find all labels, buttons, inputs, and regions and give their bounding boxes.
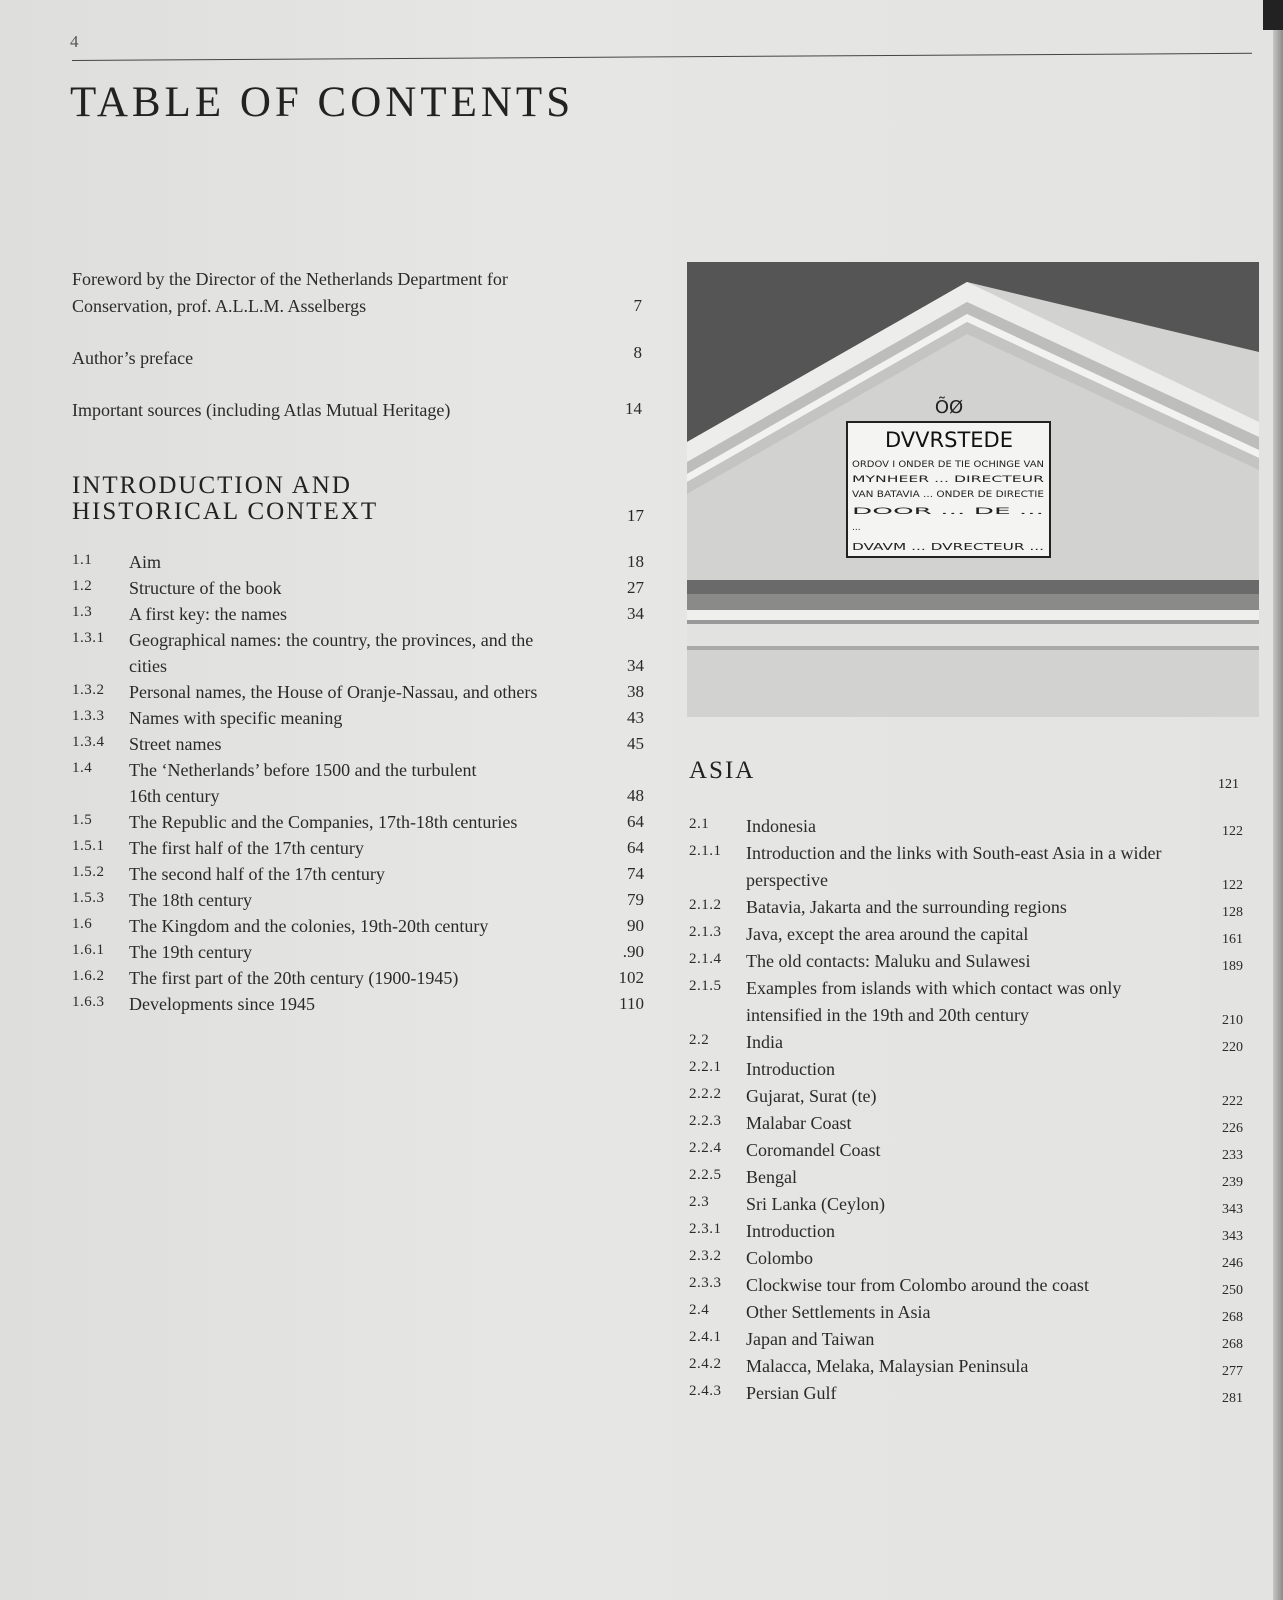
toc-entry-page: 343 <box>1222 1202 1243 1217</box>
toc-entry-page: 250 <box>1222 1283 1243 1298</box>
front-matter-item-preface <box>72 345 642 372</box>
section-page: 17 <box>627 506 644 525</box>
toc-entry-number: 2.2.2 <box>689 1086 722 1102</box>
section-heading-line: HISTORICAL CONTEXT <box>72 498 379 525</box>
toc-entry-page: 239 <box>1222 1175 1243 1190</box>
front-matter-label: Important sources (including Atlas Mutual Heritage) <box>72 400 451 420</box>
toc-entry-page: .90 <box>622 942 644 961</box>
toc-entry-number: 2.4.3 <box>689 1383 722 1399</box>
toc-entry-label: The Kingdom and the colonies, 19th-20th century <box>129 916 489 936</box>
front-matter-item-sources <box>72 397 642 424</box>
toc-entry-label: Examples from islands with which contact was only <box>746 978 1122 998</box>
toc-entry-label-continued: intensified in the 19th and 20th century <box>746 1005 1029 1025</box>
page-title: TABLE OF CONTENTS <box>70 79 575 126</box>
section-heading-line: ASIA <box>689 757 756 784</box>
toc-entry-label: Personal names, the House of Oranje-Nassau, and others <box>129 682 538 702</box>
front-matter-page: 14 <box>625 399 642 418</box>
toc-entry-number: 2.1.2 <box>689 897 722 913</box>
toc-entry-page: 74 <box>627 864 644 883</box>
toc-entry-page: 48 <box>627 786 644 805</box>
page-number: 4 <box>70 32 79 51</box>
toc-entry-label: The first half of the 17th century <box>129 838 364 858</box>
front-matter-page: 8 <box>633 343 642 362</box>
svg-text:ÕØ: ÕØ <box>934 397 964 418</box>
toc-entry-page: 34 <box>627 656 644 675</box>
toc-entry-label: The old contacts: Maluku and Sulawesi <box>746 951 1031 971</box>
toc-entry-number: 2.3 <box>689 1194 710 1210</box>
toc-entry-label: Colombo <box>746 1248 814 1268</box>
front-matter-page: 7 <box>633 296 642 315</box>
toc-entry-number: 1.5.3 <box>72 890 105 906</box>
toc-entry-number: 2.3.3 <box>689 1275 722 1291</box>
toc-entry-label: Clockwise tour from Colombo around the coast <box>746 1275 1089 1295</box>
toc-entry-number: 1.1 <box>72 552 93 568</box>
toc-entry-page: 34 <box>627 604 644 623</box>
toc-entry-label: Indonesia <box>746 816 816 836</box>
toc-entry-page: 210 <box>1222 1013 1243 1028</box>
toc-entry-label: Street names <box>129 734 222 754</box>
toc-entry-label: The 19th century <box>129 942 252 962</box>
toc-entry-label: Batavia, Jakarta and the surrounding regions <box>746 897 1067 917</box>
toc-entry-number: 1.3.4 <box>72 734 105 750</box>
header-rule <box>72 53 1252 61</box>
toc-entry-label: Gujarat, Surat (te) <box>746 1086 877 1106</box>
toc-entry-label: The second half of the 17th century <box>129 864 385 884</box>
toc-entry-number: 2.2.5 <box>689 1167 722 1183</box>
front-matter-item-foreword <box>72 266 642 320</box>
section-heading-asia <box>689 757 1269 792</box>
toc-entry-number: 1.3 <box>72 604 93 620</box>
toc-entry-number: 2.4.1 <box>689 1329 722 1345</box>
toc-entry-number: 2.4 <box>689 1302 710 1318</box>
toc-entry-label: Coromandel Coast <box>746 1140 881 1160</box>
toc-entry-label: Java, except the area around the capital <box>746 924 1029 944</box>
toc-entry-number: 1.2 <box>72 578 93 594</box>
toc-entry-label: Other Settlements in Asia <box>746 1302 931 1322</box>
toc-entry-number: 2.4.2 <box>689 1356 722 1372</box>
plaque-line: ... <box>852 523 861 533</box>
toc-entry-page: 45 <box>627 734 644 753</box>
toc-entry-number: 1.3.3 <box>72 708 105 724</box>
toc-entry-page: 189 <box>1222 959 1243 974</box>
toc-entry-page: 122 <box>1222 878 1243 893</box>
toc-entry-number: 2.2.4 <box>689 1140 722 1156</box>
toc-entry-number: 2.1.1 <box>689 843 722 859</box>
pediment-illustration <box>687 262 1259 717</box>
toc-entry-label: Malacca, Melaka, Malaysian Peninsula <box>746 1356 1029 1376</box>
toc-entry-number: 2.2.1 <box>689 1059 722 1075</box>
toc-entry-number: 1.6.2 <box>72 968 105 984</box>
plaque-line: ORDOV I ONDER DE TIE OCHINGE VAN <box>852 460 1044 470</box>
toc-entry-label: The first part of the 20th century (1900-1945) <box>129 968 459 988</box>
toc-entry-label: Sri Lanka (Ceylon) <box>746 1194 885 1214</box>
toc-entry-page: 220 <box>1222 1040 1243 1055</box>
toc-entry-label: Names with specific meaning <box>129 708 343 728</box>
toc-entry-number: 2.3.1 <box>689 1221 722 1237</box>
toc-entry-number: 1.4 <box>72 760 93 776</box>
toc-entry-page: 226 <box>1222 1121 1243 1136</box>
toc-entry-number: 2.1 <box>689 816 710 832</box>
toc-entry-label: Structure of the book <box>129 578 282 598</box>
toc-entry-page: 128 <box>1222 905 1243 920</box>
toc-entry-label: Japan and Taiwan <box>746 1329 875 1349</box>
toc-entry-page: 79 <box>627 890 644 909</box>
toc-entry-page: 18 <box>627 552 644 571</box>
toc-entry-page: 90 <box>627 916 644 935</box>
toc-entry-number: 1.3.2 <box>72 682 105 698</box>
toc-entry-label: India <box>746 1032 783 1052</box>
toc-entry-number: 2.1.4 <box>689 951 722 967</box>
toc-entry-page: 268 <box>1222 1310 1243 1325</box>
toc-entry-label: Malabar Coast <box>746 1113 852 1133</box>
toc-entry-label: The Republic and the Companies, 17th-18th centuries <box>129 812 518 832</box>
toc-entry-page: 27 <box>627 578 644 597</box>
toc-entry-page: 110 <box>619 994 644 1013</box>
plaque-line: DOOR ... DE ... <box>852 507 1044 517</box>
toc-entry-number: 1.5.2 <box>72 864 105 880</box>
toc-entry-page: 38 <box>627 682 644 701</box>
toc-entry-number: 1.6 <box>72 916 93 932</box>
section-page: 121 <box>1218 777 1239 792</box>
toc-entry-label: Aim <box>129 552 162 572</box>
toc-entry-page: 281 <box>1222 1391 1243 1406</box>
front-matter-label: Foreword by the Director of the Netherlands Department for Conservation, prof. A.L.L.M. Asselbergs <box>72 269 508 316</box>
toc-entry-number: 1.5 <box>72 812 93 828</box>
toc-entry-label-continued: 16th century <box>129 786 220 806</box>
toc-entry-page: 246 <box>1222 1256 1243 1271</box>
toc-entry-number: 2.1.5 <box>689 978 722 994</box>
toc-entry-number: 1.6.3 <box>72 994 105 1010</box>
toc-entry-page: 102 <box>618 968 644 987</box>
plaque-line: VAN BATAVIA ... ONDER DE DIRECTIE <box>852 490 1045 500</box>
page-corner <box>1263 0 1283 30</box>
toc-entry-page: 268 <box>1222 1337 1243 1352</box>
toc-entry-label-continued: cities <box>129 656 167 676</box>
toc-entry-page: 64 <box>627 838 644 857</box>
toc-entry-number: 2.1.3 <box>689 924 722 940</box>
toc-entry-label: Bengal <box>746 1167 797 1187</box>
toc-entry-page: 161 <box>1222 932 1243 947</box>
toc-entry-page: 233 <box>1222 1148 1243 1163</box>
toc-entry-label: Persian Gulf <box>746 1383 837 1403</box>
toc-entry-number: 2.2 <box>689 1032 710 1048</box>
toc-entry-page: 222 <box>1222 1094 1243 1109</box>
toc-entry-page: 277 <box>1222 1364 1243 1379</box>
toc-entry-label-continued: perspective <box>746 870 828 890</box>
toc-entry-page: 64 <box>627 812 644 831</box>
section-heading-line: INTRODUCTION AND <box>72 472 352 499</box>
toc-entry-page: 343 <box>1222 1229 1243 1244</box>
toc-entry-number: 1.6.1 <box>72 942 105 958</box>
plaque-title: DVVRSTEDE <box>885 428 1013 452</box>
toc-entry-label: The 18th century <box>129 890 252 910</box>
toc-entry-number: 1.3.1 <box>72 630 105 646</box>
toc-entry-label: Introduction <box>746 1059 835 1079</box>
toc-entry-label: Introduction <box>746 1221 835 1241</box>
toc-entry-page: 43 <box>627 708 644 727</box>
page-edge-shadow <box>1273 0 1283 1600</box>
plaque-line: DVAVM ... DVRECTEUR ... <box>852 542 1044 553</box>
toc-entry-label: Introduction and the links with South-east Asia in a wider <box>746 843 1162 863</box>
toc-entry-number: 2.3.2 <box>689 1248 722 1264</box>
toc-entry-number: 2.2.3 <box>689 1113 722 1129</box>
toc-entry-page: 122 <box>1222 824 1243 839</box>
toc-entry-label: The ‘Netherlands’ before 1500 and the turbulent <box>129 760 477 780</box>
front-matter-label: Author’s preface <box>72 348 194 368</box>
toc-entry-label: Geographical names: the country, the provinces, and the <box>129 630 534 650</box>
section-heading-introduction <box>72 473 644 525</box>
toc-entry-number: 1.5.1 <box>72 838 105 854</box>
toc-entry-label: A first key: the names <box>129 604 287 624</box>
toc-entry-label: Developments since 1945 <box>129 994 315 1014</box>
plaque-line: MYNHEER ... DIRECTEUR <box>852 475 1044 485</box>
pediment-photo <box>687 262 1259 717</box>
